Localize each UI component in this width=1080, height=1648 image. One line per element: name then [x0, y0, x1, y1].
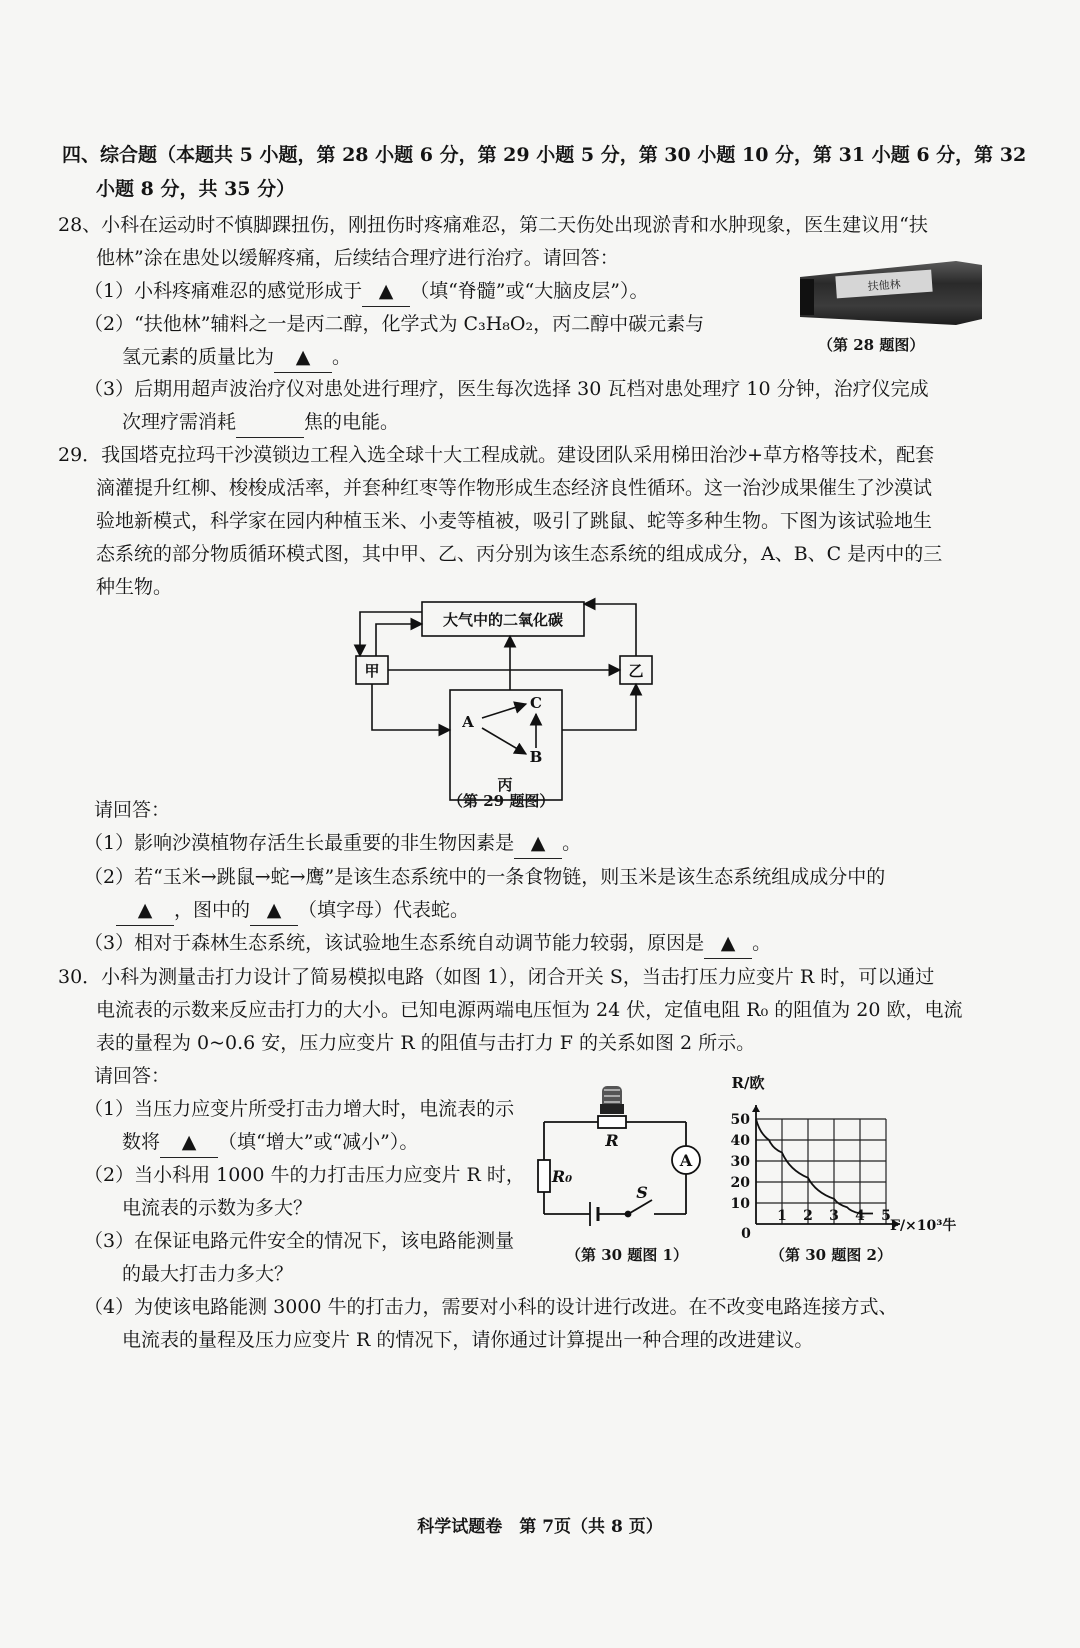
q30-stem-line1: 30．小科为测量击打力设计了简易模拟电路（如图 1），闭合开关 S，当击打压力应变片 R 时，可以通过 — [58, 966, 935, 988]
x-tick-label: 3 — [829, 1208, 839, 1224]
atmosphere-label: 大气中的二氧化碳 — [442, 611, 564, 629]
q30-circuit-diagram — [532, 1080, 722, 1240]
q28-p3-text: 次理疗需消耗 — [122, 411, 237, 433]
page-footer: 科学试题卷 第 7页（共 8 页） — [417, 1517, 663, 1537]
q28-p1-text: （1）小科疼痛难忍的感觉形成于 — [84, 280, 363, 302]
q30-part4-line2: 电流表的量程及压力应变片 R 的情况下，请你通过计算提出一种合理的改进建议。 — [122, 1329, 814, 1351]
y-tick-label: 10 — [730, 1196, 750, 1212]
resistor-r — [598, 1116, 626, 1128]
fist-icon — [600, 1086, 624, 1114]
q28-stem-line1: 28、小科在运动时不慎脚踝扭伤，刚扭伤时疼痛难忍，第二天伤处出现淤青和水肿现象，医生建议用“扶 — [58, 214, 928, 236]
q28-part3-line2 — [122, 407, 399, 438]
q30-part4-line1: （4）为使该电路能测 3000 牛的打击力，需要对小科的设计进行改进。在不改变电路连接方式、 — [84, 1296, 898, 1318]
q29-figure-caption: （第 29 题图） — [448, 792, 555, 810]
q30-fig1-caption: （第 30 题图 1） — [566, 1246, 688, 1264]
y-tick-label: 30 — [730, 1154, 750, 1170]
q28-p1-blank[interactable]: ▲ — [362, 276, 410, 307]
q29-p1-blank[interactable]: ▲ — [514, 828, 562, 859]
q28-part1 — [84, 276, 648, 307]
q29-p3-blank[interactable]: ▲ — [704, 928, 752, 959]
q28-part2-line2 — [122, 342, 351, 373]
section-heading-line2: 小题 8 分，共 35 分） — [96, 178, 296, 200]
chart-ticks — [731, 1112, 891, 1224]
q30-stem-line3: 表的量程为 0~0.6 安，压力应变片 R 的阻值与击打力 F 的关系如图 2 所示。 — [96, 1032, 756, 1054]
q28-figure-ointment-tube — [796, 257, 986, 329]
q30-part3-line1: （3）在保证电路元件安全的情况下，该电路能测量 — [84, 1230, 515, 1252]
x-tick-label: 4 — [855, 1208, 865, 1224]
q29-p2-blank1[interactable]: ▲ — [116, 895, 174, 926]
q30-prompt: 请回答： — [94, 1065, 171, 1087]
origin-label: 0 — [741, 1226, 751, 1242]
q29-stem-line5: 种生物。 — [96, 576, 173, 598]
chart-series — [756, 1119, 873, 1214]
chart-axes — [732, 1074, 956, 1242]
q29-p1-text: （1）影响沙漠植物存活生长最重要的非生物因素是 — [84, 832, 515, 854]
x-tick-label: 5 — [881, 1208, 891, 1224]
arrow-jia-to-bing — [372, 684, 450, 730]
arrow-jia-to-atmosphere — [376, 624, 422, 656]
q29-prompt: 请回答： — [94, 799, 171, 821]
q29-part2-line2 — [116, 895, 469, 926]
q29-carbon-cycle-diagram — [350, 594, 680, 814]
q29-p2-mid: ，图中的 — [174, 899, 251, 921]
y-axis-arrow — [752, 1105, 760, 1112]
y-tick-label: 20 — [730, 1175, 750, 1191]
arrow-bing-to-yi — [562, 684, 636, 730]
q29-p1-end: 。 — [562, 832, 582, 854]
q28-figure-caption: （第 28 题图） — [818, 336, 925, 354]
q30-p1-text: 数将 — [122, 1131, 161, 1153]
q29-p2-end: （填字母）代表蛇。 — [298, 899, 470, 921]
label-r0: R₀ — [551, 1167, 573, 1186]
label-r: R — [605, 1131, 619, 1150]
arrow-a-to-b — [482, 728, 526, 754]
arrow-yi-to-atmosphere — [584, 604, 636, 656]
q29-p2-blank2[interactable]: ▲ — [250, 895, 298, 926]
q29-part3 — [84, 928, 771, 959]
yi-label: 乙 — [628, 662, 644, 680]
q29-part2-line1: （2）若“玉米→跳鼠→蛇→鹰”是该生态系统中的一条食物链，则玉米是该生态系统组成成分中的 — [84, 866, 886, 888]
q30-stem-line2: 电流表的示数来反应击打力的大小。已知电源两端电压恒为 24 伏，定值电阻 R₀ 的阻值为 20 欧，电流 — [96, 999, 963, 1021]
q29-stem-line4: 态系统的部分物质循环模式图，其中甲、乙、丙分别为该生态系统的组成成分，A、B、C 是丙中的三 — [96, 543, 943, 565]
q29-stem-line1: 29．我国塔克拉玛干沙漠锁边工程入选全球十大工程成就。建设团队采用梯田治沙+草方格等技术，配套 — [58, 444, 935, 466]
x-tick-label: 2 — [803, 1208, 813, 1224]
q30-p1-hint: （填“增大”或“减小”）。 — [218, 1131, 419, 1153]
label-switch: S — [636, 1183, 648, 1202]
q28-stem-line2: 他林”涂在患处以缓解疼痛，后续结合理疗进行治疗。请回答： — [96, 247, 619, 269]
q30-part2-line2: 电流表的示数为多大？ — [122, 1197, 313, 1219]
organism-c-label: C — [530, 694, 542, 712]
y-tick-label: 40 — [730, 1133, 750, 1149]
resistor-r0 — [538, 1160, 550, 1192]
x-axis-label: F/×10³牛 — [890, 1218, 956, 1234]
q30-rf-chart — [706, 1074, 956, 1246]
q28-part3-line1: （3）后期用超声波治疗仪对患处进行理疗，医生每次选择 30 瓦档对患处理疗 10 分钟，治疗仪完成 — [84, 378, 929, 400]
q28-p1-hint: （填“脊髓”或“大脑皮层”）。 — [410, 280, 649, 302]
q30-part1-line1: （1）当压力应变片所受打击力增大时，电流表的示 — [84, 1098, 515, 1120]
arrow-a-to-c — [482, 704, 526, 718]
q28-p2-text: 氢元素的质量比为 — [122, 346, 275, 368]
organism-a-label: A — [462, 713, 474, 731]
bing-label: 丙 — [497, 776, 513, 794]
q30-part1-line2 — [122, 1127, 418, 1158]
q29-part1 — [84, 828, 581, 859]
jia-label: 甲 — [364, 662, 380, 680]
q28-part2-line1: （2）“扶他林”辅料之一是丙二醇，化学式为 C₃H₈O₂，丙二醇中碳元素与 — [84, 313, 705, 335]
chart-grid — [756, 1119, 886, 1224]
y-tick-label: 50 — [730, 1112, 750, 1128]
q28-p3-blank[interactable] — [236, 407, 304, 438]
organism-b-label: B — [529, 748, 543, 766]
section-heading-line1: 四、综合题（本题共 5 小题，第 28 小题 6 分，第 29 小题 5 分，第 30 小题 10 分，第 31 小题 6 分，第 32 — [62, 144, 1027, 166]
y-axis-label: R/欧 — [731, 1074, 765, 1092]
q30-p1-blank[interactable]: ▲ — [160, 1127, 218, 1158]
q28-p2-blank[interactable]: ▲ — [274, 342, 332, 373]
series-line-0 — [756, 1119, 873, 1214]
q29-p3-end: 。 — [752, 932, 772, 954]
label-ammeter: A — [679, 1151, 693, 1170]
q29-stem-line3: 验地新模式，科学家在园内种植玉米、小麦等植被，吸引了跳鼠、蛇等多种生物。下图为该试验地生 — [96, 510, 933, 532]
q30-part2-line1: （2）当小科用 1000 牛的力打击压力应变片 R 时， — [84, 1164, 525, 1186]
x-tick-label: 1 — [777, 1208, 787, 1224]
q30-part3-line2: 的最大打击力多大？ — [122, 1263, 294, 1285]
q29-p3-text: （3）相对于森林生态系统，该试验地生态系统自动调节能力较弱，原因是 — [84, 932, 705, 954]
q29-stem-line2: 滴灌提升红柳、梭梭成活率，并套种红枣等作物形成生态经济良性循环。这一治沙成果催生了沙漠试 — [96, 477, 933, 499]
q30-fig2-caption: （第 30 题图 2） — [770, 1246, 892, 1264]
q28-p2-end: 。 — [332, 346, 352, 368]
arrow-atmosphere-to-jia — [360, 612, 422, 656]
tube-label: 扶他林 — [867, 277, 902, 294]
q28-p3-end: 焦的电能。 — [304, 411, 400, 433]
